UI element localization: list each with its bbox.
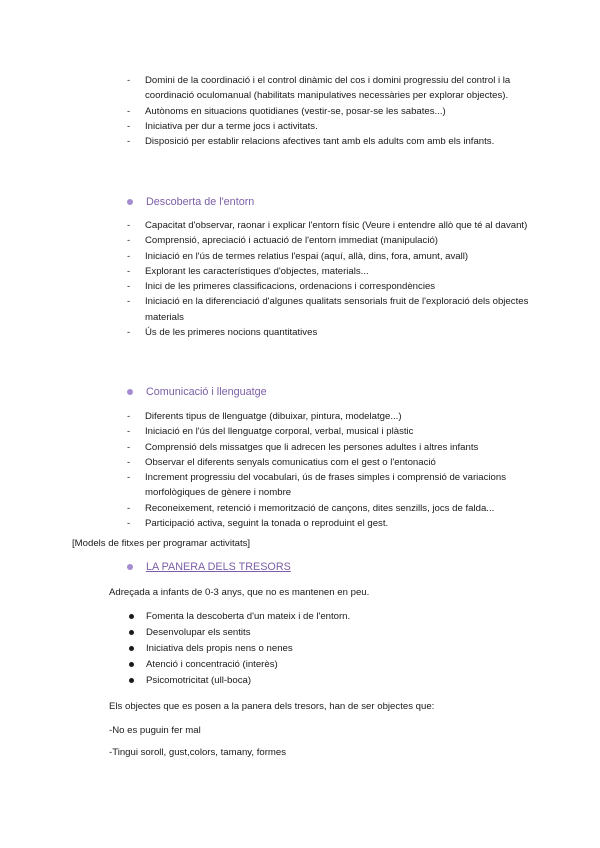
list-item: Fomenta la descoberta d'un mateix i de l'entorn. — [0, 609, 600, 625]
list-item: - Iniciació en l'ús del llenguatge corporal, verbal, musical i plàstic — [127, 426, 414, 438]
list-item: - Disposició per establir relacions afectives tant amb els adults com amb els infants. — [127, 136, 495, 148]
panera-intro: Adreçada a infants de 0-3 anys, que no es mantenen en peu. — [109, 587, 370, 598]
list-item: - Reconeixement, retenció i memorització de cançons, dites senzills, jocs de falda... — [127, 502, 495, 514]
comunicacio-list — [0, 409, 600, 531]
list-item: - Comprensió, apreciació i actuació de l'entorn immediat (manipulació) — [127, 235, 438, 247]
list-item: Atenció i concentració (interès) — [0, 657, 600, 673]
requirement-line: -No es puguin fer mal — [109, 725, 201, 736]
entorn-list — [0, 218, 600, 340]
panera-benefits-list — [0, 609, 600, 689]
list-item: - Diferents tipus de llenguatge (dibuixar, pintura, modelatge...) — [127, 411, 402, 422]
objects-intro: Els objectes que es posen a la panera dels tresors, han de ser objectes que: — [109, 701, 435, 712]
document-page: - Domini de la coordinació i el control dinàmic del cos i domini progressiu del control i la coordinació oculomanual (habilitats manipulatives necessàries per explorar objectes). - Autònoms en situacions quotidianes (vestir-se, posar-se les sabates...) - Iniciativa per dur a terme jocs i activitats. - Disposició per establir relacions afectives tant amb els adults com amb els infants. Descoberta de l'entorn - Capacitat d'observar, raonar i explicar l'entorn físic (Veure i entendre allò que té al davant) - Comprensió, apreciació i actuació de l'entorn immediat (manipulació) - Iniciació en l'ús de termes relatius l'espai (aquí, allà, dins, fora, amunt, avall) - Explorant les característiques d'objectes, materials... - Inici de les primeres classificacions, ordenacions i correspondències - Iniciació en la diferenciació d'algunes qualitats sensorials fruit de l'exploració dels objectes materials - Ús de les primeres nocions quantitatives Comunicació i llenguatge - Diferents tipus de llenguatge (dibuixar, pintura, modelatge...) - Iniciació en l'ús del llenguatge corporal, verbal, musical i plàstic - Comprensió dels missatges que li adrecen les persones adultes i altres infants - Observar el diferents senyals comunicatius com el gest o l'entonació - Increment progressiu del vocabulari, ús de frases simples i comprensió de variacions morfològiques de gènere i nombre - Reconeixement, retenció i memorització de cançons, dites senzills, jocs de falda... - Participació activa, seguint la tonada o reproduint el gest. [Models de fitxes per programar activitats] LA PANERA DELS TRESORS Adreçada a infants de 0-3 anys, que no es mantenen en peu. Fomenta la descoberta d'un mateix i de l'entorn. Desenvolupar els sentits Iniciativa dels propis nens o nenes Atenció i concentració (interès) Psicomotricitat (ull-boca) Els objectes que es posen a la panera dels tresors, han de ser objectes que: -No es puguin fer mal -Tingui soroll, gust,colors, tamany, formes — [0, 0, 600, 848]
list-item: - Inici de les primeres classificacions, ordenacions i correspondències — [127, 281, 436, 293]
development-list — [0, 73, 600, 149]
list-item: - Autònoms en situacions quotidianes (vestir-se, posar-se les sabates...) — [127, 105, 446, 117]
list-item: - Iniciació en l'ús de termes relatius l'espai (aquí, allà, dins, fora, amunt, avall) — [127, 250, 469, 262]
bullet-icon — [129, 646, 134, 651]
list-item: - Capacitat d'observar, raonar i explicar l'entorn físic (Veure i entendre allò que té al davant) — [127, 220, 528, 231]
list-item: - Ús de les primeres nocions quantitatives — [127, 327, 318, 339]
list-item: - Increment progressiu del vocabulari, ús de frases simples i comprensió de variacions morfològiques de gènere i nombre — [127, 472, 506, 499]
list-item: Desenvolupar els sentits — [0, 625, 600, 641]
models-note: [Models de fitxes per programar activitats] — [72, 538, 251, 549]
list-item: - Iniciativa per dur a terme jocs i activitats. — [127, 120, 318, 132]
list-item: - Participació activa, seguint la tonada o reproduint el gest. — [127, 518, 389, 530]
panera-link[interactable]: LA PANERA DELS TRESORS — [146, 561, 291, 573]
requirement-line: -Tingui soroll, gust,colors, tamany, formes — [109, 747, 287, 758]
list-item: - Domini de la coordinació i el control dinàmic del cos i domini progressiu del control i la coordinació oculomanual (habilitats manipulatives necessàries per explorar objectes). — [127, 75, 511, 102]
list-item: Iniciativa dels propis nens o nenes — [0, 641, 600, 657]
list-item: - Iniciació en la diferenciació d'algunes qualitats sensorials fruit de l'exploració dels objectes materials — [127, 296, 529, 323]
bullet-icon — [127, 389, 133, 395]
bullet-icon — [127, 199, 133, 205]
bullet-icon — [129, 678, 134, 683]
list-item: Psicomotricitat (ull-boca) — [0, 673, 600, 689]
list-item: - Comprensió dels missatges que li adrecen les persones adultes i altres infants — [127, 441, 479, 453]
list-item: - Observar el diferents senyals comunicatius com el gest o l'entonació — [127, 456, 436, 468]
bullet-icon — [129, 614, 134, 619]
bullet-icon — [129, 630, 134, 635]
bullet-icon — [127, 564, 133, 570]
list-item: - Explorant les característiques d'objectes, materials... — [127, 265, 369, 277]
bullet-icon — [129, 662, 134, 667]
